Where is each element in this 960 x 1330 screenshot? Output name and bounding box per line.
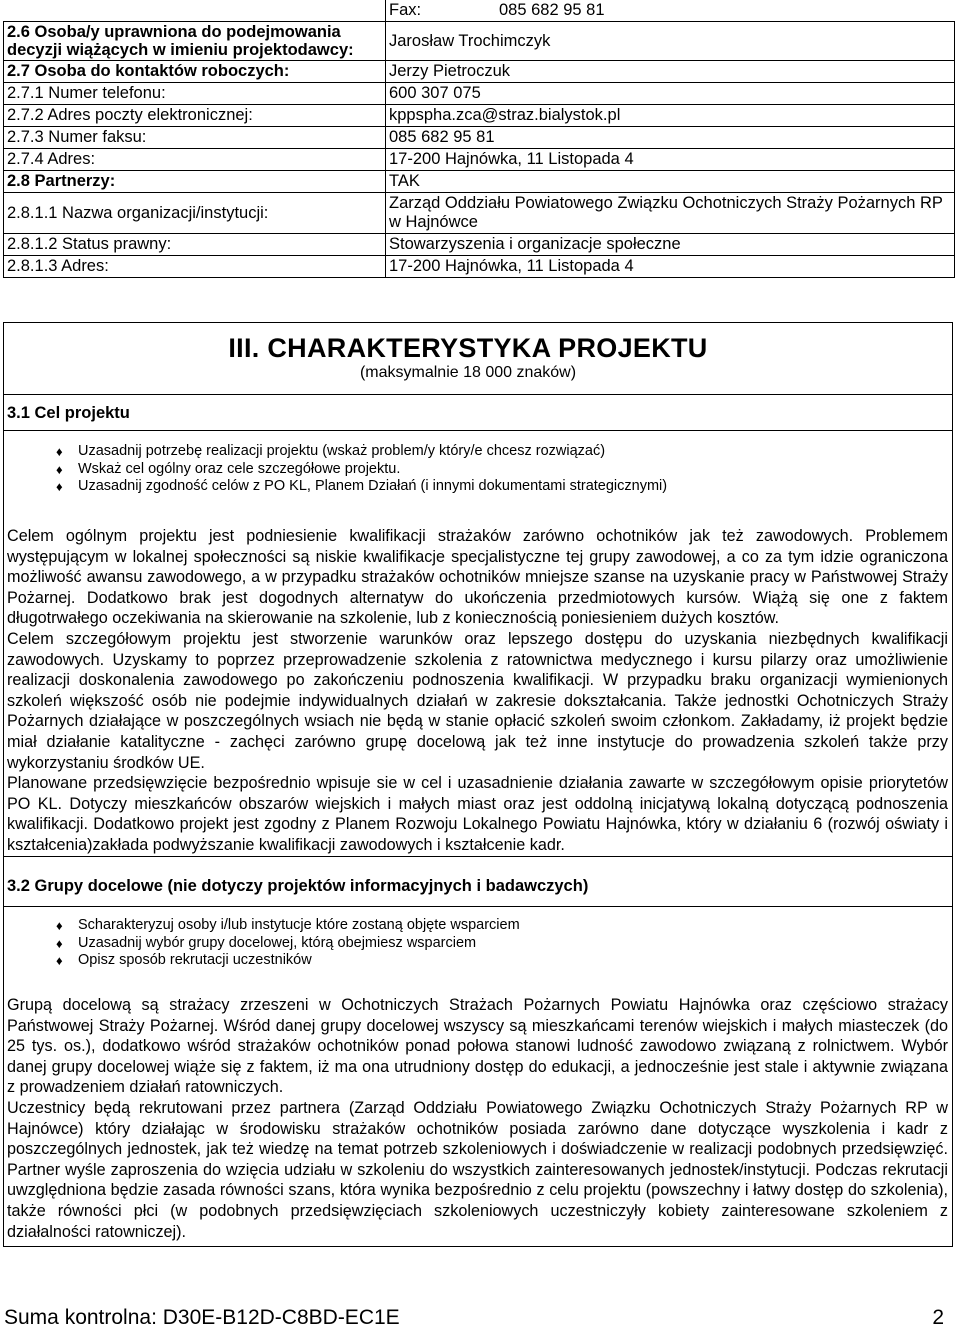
label-2-7-3: 2.7.3 Numer faksu: — [4, 127, 386, 149]
cel-paragraph: Planowane przedsięwzięcie bezpośrednio wpisuje sie w cel i uzasadnienie działania zawarte w szczegółowym opisie priorytetów PO KL. Dotyczy mieszkańców obszarów wiejskich i małych miast oraz jest oddolną inicjatywą lokalną dotyczącą podnoszenia kwalifikacji. Dodatkowo projekt jest zgodny z Planem Rozwoju Lokalnego Powiatu Hajnówka, który w działaniu 6 (rozwój oświaty i kształcenia)zakłada podwyższanie kwalifikacji zawodowych i kształcenie kadr. — [7, 774, 948, 854]
value-2-7-3: 085 682 95 81 — [386, 127, 955, 149]
cel-heading-cell — [3, 395, 953, 431]
label-2-8-1-3: 2.8.1.3 Adres: — [4, 256, 386, 278]
diamond-bullet-icon: ♦ — [56, 461, 63, 477]
fax-label: Fax: — [389, 1, 422, 19]
cel-instruction-item: ♦ Wskaż cel ogólny oraz cele szczegółowe projektu. — [56, 460, 401, 477]
cel-instructions — [54, 443, 934, 496]
label-2-8-1-1: 2.8.1.1 Nazwa organizacji/instytucji: — [4, 193, 386, 234]
value-2-8: TAK — [386, 171, 955, 193]
page-footer — [4, 1306, 944, 1330]
grupy-body — [7, 995, 948, 1242]
checksum-text: Suma kontrolna: D30E-B12D-C8BD-EC1E — [4, 1306, 400, 1329]
label-2-7: 2.7 Osoba do kontaktów roboczych: — [4, 61, 386, 83]
value-2-8-1-3: 17-200 Hajnówka, 11 Listopada 4 — [386, 256, 955, 278]
grupy-content-cell — [3, 907, 953, 1247]
applicant-info-table — [3, 0, 955, 278]
grupy-instructions — [54, 917, 934, 970]
cel-heading: 3.1 Cel projektu — [7, 404, 130, 422]
value-2-8-1-1: Zarząd Oddziału Powiatowego Związku Ochotniczych Straży Pożarnych RP w Hajnówce — [386, 193, 955, 234]
row-2-8 — [4, 171, 955, 193]
value-2-7-1: 600 307 075 — [386, 83, 955, 105]
row-2-8-1-1 — [4, 193, 955, 234]
fax-row — [4, 0, 955, 22]
value-2-7-2: kppspha.zca@straz.bialystok.pl — [386, 105, 955, 127]
value-2-7: Jerzy Pietroczuk — [386, 61, 955, 83]
cel-instruction-item: ♦ Uzasadnij potrzebę realizacji projektu (wskaż problem/y który/e chcesz rozwiązać) — [56, 443, 606, 459]
cel-instruction-item: ♦ Uzasadnij zgodność celów z PO KL, Planem Działań (i innymi dokumentami strategicznymi) — [56, 478, 668, 494]
section-3-subtitle: (maksymalnie 18 000 znaków) — [359, 364, 577, 381]
fax-value: 085 682 95 81 — [499, 1, 605, 19]
row-2-6 — [4, 22, 955, 61]
grupy-instruction-item: ♦ Scharakteryzuj osoby i/lub instytucje które zostaną objęte wsparciem — [56, 917, 520, 933]
label-2-7-4: 2.7.4 Adres: — [4, 149, 386, 171]
cel-body — [7, 526, 948, 856]
value-2-6: Jarosław Trochimczyk — [386, 22, 955, 61]
grupy-paragraph: Uczestnicy będą rekrutowani przez partnera (Zarząd Oddziału Powiatowego Związku Ochotniczych Straży Pożarnych RP w Hajnówce) który działając w środowisku strażaków ochotników posiada zarówno dane dotyczące wyszkolenia i kadr z poszczególnych jednostek, jak też wiedzę na temat potrzeb szkoleniowych i doświadczenie w realizacji podobnych przedsięwzięć. Partner wyśle zaproszenia do wzięcia udziału w szkoleniu do wszystkich zainteresowanych jednostek/instytucji. Podczas rekrutacji uwzględniona będzie zasada równości szans, która wynika bezpośrednio z celu projektu (powszechny i łatwy dostęp do szkolenia), także równości płci (w podobnych przedsięwzięciach szkoleniowych uczestniczyły kobiety zainteresowane szkoleniem z działalności ratowniczej). — [7, 1098, 948, 1241]
row-2-7 — [4, 61, 955, 83]
diamond-bullet-icon: ♦ — [56, 479, 63, 494]
row-2-7-2 — [4, 105, 955, 127]
diamond-bullet-icon: ♦ — [56, 444, 63, 459]
grupy-instruction-item: ♦ Uzasadnij wybór grupy docelowej, którą obejmiesz wsparciem — [56, 934, 477, 951]
label-2-8-1-2: 2.8.1.2 Status prawny: — [4, 234, 386, 256]
row-2-7-1 — [4, 83, 955, 105]
label-2-7-2: 2.7.2 Adres poczty elektronicznej: — [4, 105, 386, 127]
diamond-bullet-icon: ♦ — [56, 935, 63, 951]
page-number: 2 — [932, 1306, 944, 1329]
cel-paragraph: Celem szczegółowym projektu jest stworzenie warunków oraz lepszego dostępu do uzyskania niezbędnych kwalifikacji zawodowych. Uzyskamy to poprzez przeprowadzenie szkolenia z ratownictwa medycznego i kursu pilarzy oraz umożliwienie realizacji doskonalenia zawodowego po zakończeniu podnoszenia kwalifikacji. W przypadku braku organizacji wymienionych szkoleń większość osób nie podejmie indywidualnych działań w zakresie dokształcania. Także jednostki Ochotniczych Straży Pożarnych działające w poszczególnych wsiach nie będą w stanie opłacić szkoleń swoim członkom. Zakładamy, iż projekt będzie miał działanie katalityczne - zachęci zarówno grupę docelową jak też inne instytucje do prowadzenia szkoleń także przy wykorzystaniu środków UE. — [7, 629, 948, 772]
section-3-title-block — [4, 333, 952, 382]
grupy-paragraph: Grupą docelową są strażacy zrzeszeni w Ochotniczych Strażach Pożarnych Powiatu Hajnówka oraz częściowo strażacy Państwowej Straży Pożarnej. Wśród danej grupy docelowej wszyscy są mieszkańcami terenów wiejskich i małych miasteczek (do 25 tys. os.), dodatkowo wśród strażaków ochotników ponad połowa stanowi ludność zawodowo związaną z rolnictwem. Wybór danej grupy docelowej wiąże się z faktem, iż ma ona utrudniony dostęp do edukacji, a jednocześnie jest stale i aktywnie związana z prowadzeniem działań ratowniczych. — [7, 996, 948, 1097]
grupy-heading-cell — [3, 857, 953, 907]
cel-content-cell — [3, 431, 953, 857]
value-2-8-1-2: Stowarzyszenia i organizacje społeczne — [386, 234, 955, 256]
section-3-title: III. CHARAKTERYSTYKA PROJEKTU — [228, 333, 708, 363]
cel-paragraph: Celem ogólnym projektu jest podniesienie kwalifikacji strażaków zarówno ochotników jak też zawodowych. Problemem występującym w lokalnej społeczności są niskie kwalifikacje specjalistyczne tej grupy zawodowej, a co za tym idzie ograniczona możliwość awansu zawodowego, a w przypadku strażaków ochotników mniejsze szanse na uzyskanie pracy w Państwowej Straży Pożarnej. Dodatkowo brak jest dogodnych alternatyw do ukończenia przedmiotowych kursów. Wiążą się one z faktem długotrwałego oczekiwania na skierowanie na szkolenie, lub z koniecznością poniesieniem dużych kosztów. — [7, 527, 948, 628]
section-3-header-box — [3, 322, 953, 395]
row-2-8-1-3 — [4, 256, 955, 278]
row-2-7-4 — [4, 149, 955, 171]
grupy-heading: 3.2 Grupy docelowe (nie dotyczy projektów informacyjnych i badawczych) — [7, 877, 589, 895]
row-2-7-3 — [4, 127, 955, 149]
label-2-8: 2.8 Partnerzy: — [4, 171, 386, 193]
diamond-bullet-icon: ♦ — [56, 953, 63, 968]
label-2-6: 2.6 Osoba/y uprawniona do podejmowania decyzji wiążących w imieniu projektodawcy: — [4, 22, 386, 61]
row-2-8-1-2 — [4, 234, 955, 256]
grupy-instruction-item: ♦ Opisz sposób rekrutacji uczestników — [56, 952, 312, 968]
value-2-7-4: 17-200 Hajnówka, 11 Listopada 4 — [386, 149, 955, 171]
label-2-7-1: 2.7.1 Numer telefonu: — [4, 83, 386, 105]
diamond-bullet-icon: ♦ — [56, 918, 63, 933]
